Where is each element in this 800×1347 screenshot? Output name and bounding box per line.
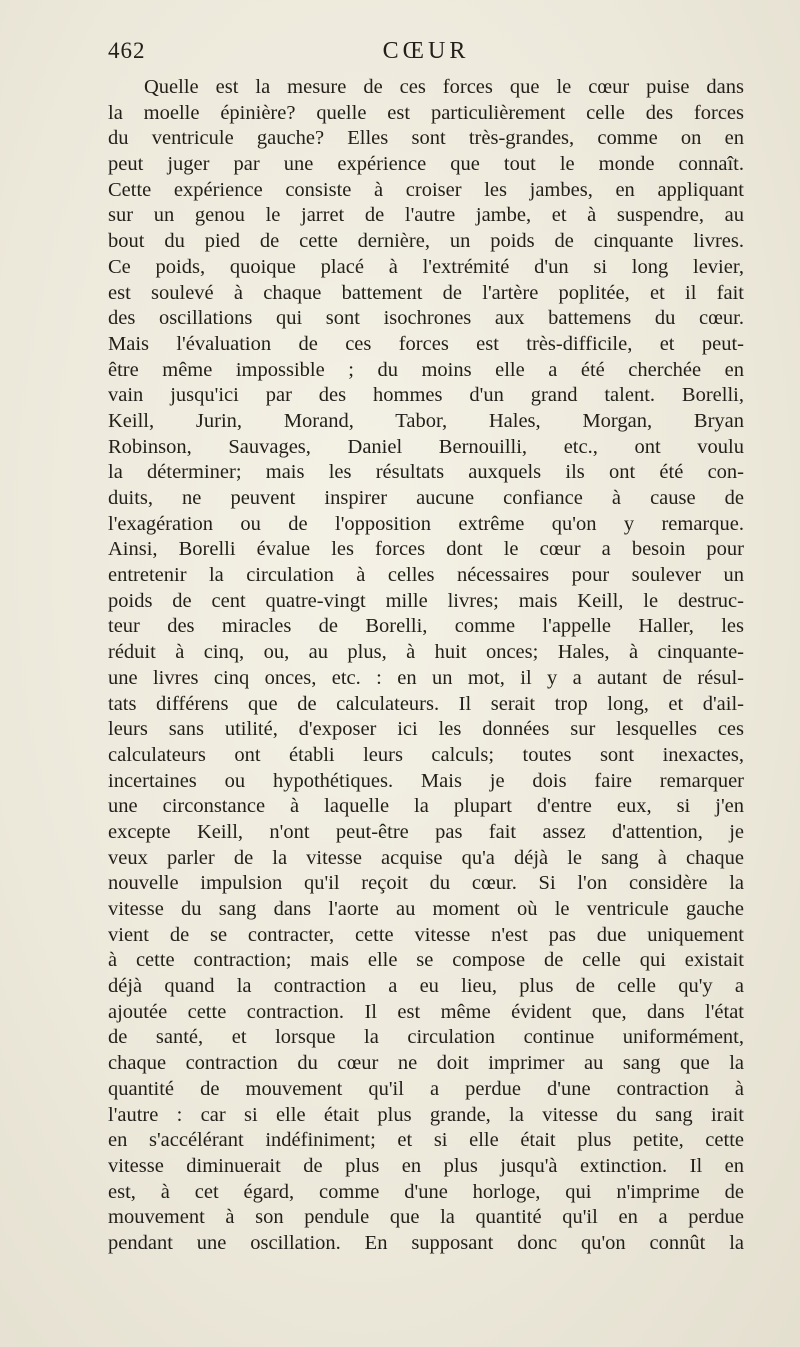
text-line: Keill, Jurin, Morand, Tabor, Hales, Morgan, Bryan [108,409,744,432]
text-line: Quelle est la mesure de ces forces que le cœur puise dans [144,76,744,98]
body-text [108,75,744,1257]
text-line: Ainsi, Borelli évalue les forces dont le cœur a besoin pour [108,538,744,561]
text-line: est, à cet égard, comme d'une horloge, qui n'imprime de [108,1180,744,1203]
text-line: chaque contraction du cœur ne doit imprimer au sang que la [108,1052,744,1075]
text-line: l'autre : car si elle était plus grande, la vitesse du sang irait [108,1103,744,1126]
text-line: des oscillations qui sont isochrones aux battemens du cœur. [108,307,744,330]
text-line: poids de cent quatre-vingt mille livres; mais Keill, le destruc- [108,589,744,612]
text-line: vitesse diminuerait de plus en plus jusqu'à extinction. Il en [108,1154,744,1177]
text-line: ajoutée cette contraction. Il est même évident que, dans l'état [108,1000,744,1023]
text-line: du ventricule gauche? Elles sont très-grandes, comme on en [108,127,744,150]
text-line: la moelle épinière? quelle est particulièrement celle des forces [108,101,744,124]
text-line: tats différens que de calculateurs. Il serait trop long, et d'ail- [108,692,744,715]
text-line: mouvement à son pendule que la quantité qu'il en a perdue [108,1206,744,1229]
text-line: veux parler de la vitesse acquise qu'a déjà le sang à chaque [108,846,744,869]
text-line: calculateurs ont établi leurs calculs; toutes sont inexactes, [108,743,744,766]
text-line: bout du pied de cette dernière, un poids de cinquante livres. [108,230,744,253]
text-line: teur des miracles de Borelli, comme l'appelle Haller, les [108,615,744,638]
text-line: de santé, et lorsque la circulation continue uniformément, [108,1026,744,1049]
text-line: excepte Keill, n'ont peut-être pas fait assez d'attention, je [108,820,744,843]
text-line: sur un genou le jarret de l'autre jambe, et à suspendre, au [108,204,744,227]
text-line: une circonstance à laquelle la plupart d'entre eux, si j'en [108,795,744,818]
page-number: 462 [108,38,146,63]
text-line: à cette contraction; mais elle se compose de celle qui existait [108,949,744,972]
text-line: duits, ne peuvent inspirer aucune confiance à cause de [108,487,744,509]
text-line: peut juger par une expérience que tout le monde connaît. [108,153,744,176]
text-line: vitesse du sang dans l'aorte au moment où le ventricule gauche [108,898,744,920]
page-header [108,38,744,72]
text-line: en s'accélérant indéfiniment; et si elle était plus petite, cette [108,1129,744,1152]
text-line: est soulevé à chaque battement de l'artère poplitée, et il fait [108,281,744,304]
text-line: réduit à cinq, ou, au plus, à huit onces; Hales, à cinquante- [108,641,744,664]
text-line: Mais l'évaluation de ces forces est très-difficile, et peut- [108,332,744,355]
text-line: entretenir la circulation à celles nécessaires pour soulever un [108,564,744,587]
text-line: Robinson, Sauvages, Daniel Bernouilli, etc., ont voulu [108,435,744,458]
text-line: déjà quand la contraction a eu lieu, plus de celle qu'y a [108,975,744,998]
text-line: l'exagération ou de l'opposition extrême qu'on y remarque. [108,512,744,535]
text-line: nouvelle impulsion qu'il reçoit du cœur. Si l'on considère la [108,872,744,895]
text-line: une livres cinq onces, etc. : en un mot, il y a autant de résul- [108,666,744,689]
text-line: incertaines ou hypothétiques. Mais je dois faire remarquer [108,769,744,792]
text-line: vain jusqu'ici par des hommes d'un grand talent. Borelli, [108,384,744,407]
running-head: CŒUR [382,38,470,64]
text-line: Ce poids, quoique placé à l'extrémité d'un si long levier, [108,255,744,278]
text-line: vient de se contracter, cette vitesse n'est pas due uniquement [108,923,744,946]
text-line: pendant une oscillation. En supposant donc qu'on connût la [108,1231,744,1254]
text-line: quantité de mouvement qu'il a perdue d'une contraction à [108,1077,744,1100]
text-line: leurs sans utilité, d'exposer ici les données sur lesquelles ces [108,718,744,741]
text-line: la déterminer; mais les résultats auxquels ils ont été con- [108,461,744,484]
text-line: être même impossible ; du moins elle a été cherchée en [108,358,744,381]
text-line: Cette expérience consiste à croiser les jambes, en appliquant [108,178,744,201]
